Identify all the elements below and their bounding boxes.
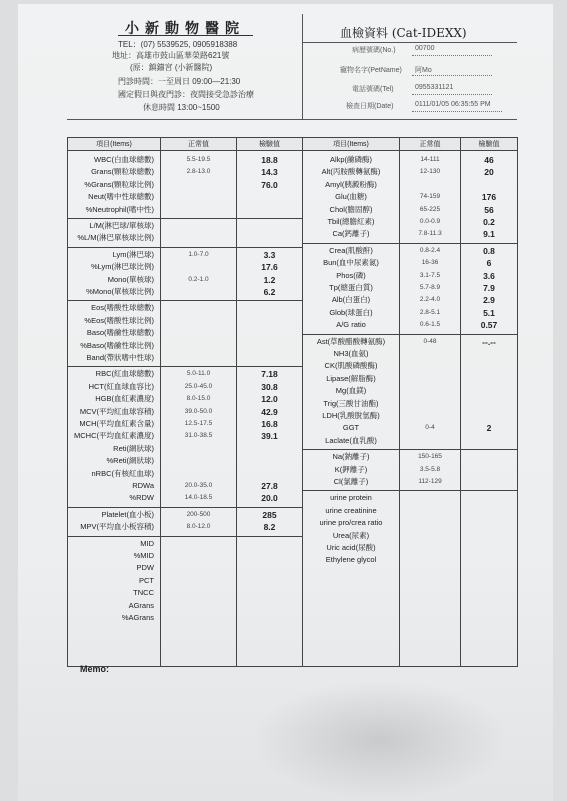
field-dots [412,75,492,76]
right-item-range-1: 12-130 [419,168,441,176]
left-item-range-31 [161,562,236,574]
report-title: 血檢資料 (Cat-IDEXX) [340,26,467,40]
right-item-range-2 [400,179,460,191]
left-item-value-23 [237,455,302,467]
left-item-range-19: 39.0-50.0 [184,407,213,415]
right-item-value-10: 7.9 [483,283,495,293]
right-item-range-18 [400,385,460,397]
right-item-value-21: 2 [486,423,492,434]
left-item-value-7: 3.3 [263,249,276,260]
left-item-range-33 [161,587,236,599]
right-item-value-20 [461,410,517,422]
right-item-name-21: GGT [342,423,360,433]
right-item-name-14: Ast(草酸醋酸轉氨酶) [316,336,386,346]
right-item-value-6: 9.1 [483,229,495,240]
left-item-name-33: TNCC [133,588,154,598]
left-item-range-27: 200-500 [186,510,211,518]
field-label-date: 檢查日期(Date) [346,103,394,110]
row-group-separator [400,243,460,244]
row-group-separator [161,507,236,508]
left-item-value-13 [237,327,302,339]
left-item-name-1: Grans(顆粒球總數) [91,167,154,177]
left-item-name-12: %Eos(嗜酸性球比例) [84,315,154,325]
left-item-name-26: %RDW [129,493,154,503]
right-item-range-24: 3.5-5.8 [419,465,441,473]
right-item-range-16 [400,360,460,372]
left-item-range-13 [161,327,236,339]
right-item-name-10: Tp(總蛋白質) [329,283,373,292]
left-item-value-12 [237,315,302,327]
left-item-range-5 [161,220,236,232]
right-item-range-9: 3.1-7.5 [419,271,441,279]
right-item-range-21: 0-4 [425,424,435,432]
left-item-value-24 [237,468,302,480]
right-item-range-5: 0.0-0.9 [419,218,441,225]
right-item-range-15 [400,348,460,360]
right-item-value-30 [461,542,517,554]
left-item-name-8: %Lym(淋巴球比例) [90,262,154,272]
right-item-name-1: Alt(丙胺酸轉氨酶) [321,167,381,177]
results-table [67,137,518,667]
right-item-value-28 [461,517,517,529]
row-group-separator [161,300,236,301]
left-item-name-10: %Mono(單核球比例) [86,287,154,296]
row-group-separator [237,507,302,508]
row-group-separator [400,449,460,450]
clinic-branch: (原：鎮鑄宮 (小新醫院) [130,63,213,72]
field-value-no: 00700 [415,45,435,52]
right-item-name-15: NH3(血氨) [333,349,369,358]
right-item-value-0: 46 [484,155,494,165]
left-item-value-35 [237,612,302,624]
right-item-range-12: 2.8-5.1 [419,308,441,316]
row-group-separator [400,334,460,335]
left-item-value-28: 8.2 [263,522,276,533]
right-item-value-25 [461,476,517,488]
left-item-range-3 [161,191,236,203]
left-item-range-4 [161,204,236,216]
right-item-value-5: 0.2 [483,217,495,227]
header-result-left: 檢驗值 [237,138,303,151]
left-item-range-23 [161,455,236,467]
left-item-name-35: %AGrans [121,613,154,622]
field-dots [412,94,492,95]
table-header-row [68,138,518,151]
right-item-value-8: 6 [486,258,492,269]
row-group-separator [461,243,517,244]
right-item-name-22: Laclate(血乳酸) [325,435,377,445]
left-item-range-1: 2.8-13.0 [186,168,211,176]
left-item-name-32: PCT [139,575,154,585]
right-item-name-29: Urea(尿素) [332,530,370,540]
right-normal-column [400,151,460,666]
left-item-value-32 [237,575,302,587]
right-item-name-12: Glob(球蛋白) [329,307,373,317]
left-item-name-5: L/M(淋巴球/單核球) [89,221,154,230]
right-item-value-16 [461,360,517,372]
left-item-name-16: RBC(紅血球總數) [95,369,154,379]
left-item-name-15: Band(帶狀嗜中性球) [86,353,154,362]
row-group-separator [237,536,302,537]
row-group-separator [237,300,302,301]
field-label-tel: 電話號碼(Tel) [352,86,394,93]
right-item-range-22 [400,435,460,447]
left-item-value-10: 6.2 [263,287,276,297]
row-group-separator [461,449,517,450]
right-item-range-8: 16-36 [421,259,439,267]
right-item-value-19 [461,398,517,410]
left-item-value-25: 27.8 [261,481,278,491]
left-item-name-23: %Reti(網狀球) [106,456,154,466]
right-item-value-31 [461,554,517,566]
right-item-value-22 [461,435,517,447]
right-item-value-12: 5.1 [483,307,495,318]
left-item-name-18: HGB(血紅素濃度) [95,394,154,404]
right-item-value-11: 2.9 [483,295,495,306]
left-item-value-0: 18.8 [261,155,278,165]
right-item-range-30 [400,542,460,554]
field-dots [412,111,502,112]
field-label-petname: 寵物名字(PetName) [340,67,402,74]
field-label-no: 病歷號碼(No.) [352,47,396,54]
left-item-range-26: 14.0-18.5 [184,494,213,502]
left-item-range-11 [161,302,236,314]
left-item-range-7: 1.0-7.0 [188,250,209,258]
report-title-rule [302,42,517,43]
right-item-range-6: 7.8-11.3 [418,230,442,238]
clinic-address: 地址：高雄市鼓山區華榮路621號 [112,51,230,60]
left-item-value-16: 7.18 [261,369,278,380]
left-item-name-20: MCH(平均血紅素含量) [79,419,154,428]
left-item-name-13: Baso(嗜鹼性球總數) [86,328,154,338]
left-item-range-24 [161,468,236,480]
right-item-value-17 [461,373,517,385]
right-item-name-25: Cl(氯離子) [333,477,369,486]
right-item-name-20: LDH(乳酸脫氫酶) [322,411,380,420]
left-item-name-14: %Baso(嗜鹼性球比例) [80,340,154,350]
row-group-separator [400,490,460,491]
left-item-value-3 [237,191,302,203]
header-items-right: 項目(Items) [303,138,400,151]
right-item-name-8: Bun(血中尿素氮) [323,258,379,268]
field-dots [412,55,492,56]
clinic-name-underline [118,35,253,36]
row-group-separator [161,218,236,219]
left-item-value-31 [237,562,302,574]
left-item-range-15 [161,352,236,364]
right-items-column [303,151,399,666]
right-item-name-23: Na(鈉離子) [332,452,370,462]
left-item-name-4: %Neutrophil(嗜中性) [85,204,154,214]
left-item-value-2: 76.0 [261,179,278,190]
left-item-value-34 [237,600,302,612]
left-item-name-7: Lym(淋巴球) [112,249,154,259]
right-item-range-10: 5.7-8.9 [419,284,441,291]
right-item-value-7: 0.8 [483,245,495,256]
row-group-separator [68,366,160,367]
right-item-range-11: 2.2-4.0 [419,296,441,304]
field-value-date: 0111/01/05 06:35:55 PM [415,101,491,108]
left-item-name-6: %L/M(淋巴單核球比例) [77,233,154,243]
left-item-value-15 [237,352,302,364]
left-item-range-28: 8.0-12.0 [186,523,211,531]
left-item-name-31: PDW [136,563,154,573]
right-item-value-26 [461,492,517,504]
right-item-range-31 [400,554,460,566]
left-item-value-33 [237,587,302,599]
right-item-value-13: 0.57 [480,320,498,331]
row-group-separator [303,334,399,335]
left-item-value-1: 14.3 [261,167,278,178]
left-item-range-21: 31.0-38.5 [184,432,213,440]
right-item-name-26: urine protein [330,493,372,503]
left-item-range-9: 0.2-1.0 [188,275,209,283]
left-item-name-25: RDWa [132,481,154,490]
left-result-column [237,151,302,666]
right-item-name-19: Trig(三酸甘油酯) [323,398,379,408]
right-item-range-19 [400,398,460,410]
right-item-name-2: Amyl(胰澱粉酶) [325,179,377,189]
right-item-value-4: 56 [484,204,494,215]
row-group-separator [303,449,399,450]
right-item-value-24 [461,464,517,476]
left-item-range-18: 8.0-15.0 [186,395,211,403]
left-item-value-19: 42.9 [261,406,278,417]
row-group-separator [68,507,160,508]
clinic-night-service: 國定假日與夜門診：夜間接受急診治療 [118,90,254,99]
right-item-range-4: 65-225 [419,205,441,213]
left-item-value-9: 1.2 [263,274,276,285]
header-result-right: 檢驗值 [461,138,518,151]
left-item-value-27: 285 [262,509,277,520]
left-item-name-29: MID [140,538,154,548]
clinic-name: 小新動物醫院 [125,21,245,37]
header-normal-left: 正常值 [161,138,237,151]
row-group-separator [461,334,517,335]
clinic-hours: 門診時間：一至周日 09:00—21:30 [118,77,241,86]
row-group-separator [68,218,160,219]
left-item-name-34: AGrans [128,600,154,610]
right-item-name-31: Ethylene glycol [325,555,377,565]
right-item-name-13: A/G ratio [336,320,366,330]
right-item-range-25: 112-129 [418,478,442,485]
left-item-range-35 [161,612,236,624]
row-group-separator [161,536,236,537]
header-normal-right: 正常值 [400,138,461,151]
header-bottom-rule [67,119,517,120]
left-item-value-20: 16.8 [261,419,278,429]
header-divider [302,14,303,119]
photo-shadow [250,680,510,800]
right-item-name-9: Phos(磷) [336,270,366,280]
right-item-value-9: 3.6 [483,270,495,281]
left-item-value-22 [237,443,302,455]
right-item-name-24: K(鉀離子) [334,464,368,474]
left-item-value-6 [237,232,302,244]
left-item-range-25: 20.0-35.0 [184,482,213,489]
left-items-column [68,151,160,666]
right-item-name-0: Alkp(鹼磷酶) [329,155,373,164]
right-item-name-28: urine pro/crea ratio [319,518,383,528]
left-item-value-17: 30.8 [261,381,278,392]
right-item-range-27 [400,505,460,517]
header-items-left: 項目(Items) [68,138,161,151]
left-item-range-32 [161,575,236,587]
left-item-range-14 [161,340,236,352]
right-item-value-18 [461,385,517,397]
row-group-separator [68,247,160,248]
left-item-value-29 [237,538,302,550]
right-item-value-2 [461,179,517,191]
left-item-range-34 [161,600,236,612]
left-item-value-11 [237,302,302,314]
right-item-name-17: Lipase(解脂酶) [326,373,376,383]
right-item-range-7: 0.8-2.4 [419,246,441,254]
left-item-name-3: Neut(嗜中性球總數) [88,192,154,202]
field-value-petname: 阿Mo [415,67,432,74]
left-item-name-17: HCT(紅血球血容比) [88,381,154,391]
row-group-separator [237,366,302,367]
left-item-value-4 [237,204,302,216]
right-item-range-17 [400,373,460,385]
left-item-name-19: MCV(平均紅血球容積) [79,406,154,416]
right-item-range-23: 150-165 [418,453,442,461]
right-item-value-29 [461,530,517,542]
right-item-name-6: Ca(鈣離子) [332,229,370,239]
left-item-value-5 [237,220,302,232]
right-item-value-23 [461,451,517,463]
right-item-range-0: 14-111 [420,156,440,163]
left-item-range-16: 5.0-11.0 [186,370,211,378]
left-item-name-30: %MID [133,551,154,560]
right-item-range-29 [400,530,460,542]
right-item-value-1: 20 [484,167,494,178]
left-item-value-14 [237,340,302,352]
left-item-name-0: WBC(白血球總數) [94,155,154,164]
left-normal-column [161,151,236,666]
left-item-name-22: Reti(網狀球) [113,443,154,453]
left-item-range-20: 12.5-17.5 [184,420,213,427]
right-item-range-26 [400,492,460,504]
left-item-range-8 [161,261,236,273]
right-item-name-16: CK(肌酸磷酸酶) [324,361,378,371]
left-item-value-18: 12.0 [261,394,278,405]
left-item-name-21: MCHC(平均血紅素濃度) [74,431,154,441]
right-item-range-3: 74-159 [419,193,441,201]
right-item-range-13: 0.6-1.5 [419,321,441,329]
left-item-range-6 [161,232,236,244]
left-item-range-30 [161,550,236,562]
left-item-name-27: Platelet(血小板) [101,509,154,519]
left-item-range-10 [161,286,236,298]
right-item-name-30: Uric acid(尿酸) [326,543,376,552]
left-item-range-2 [161,179,236,191]
left-item-name-9: Mono(單核球) [107,274,154,284]
row-group-separator [237,218,302,219]
field-value-tel: 0955331121 [415,84,454,91]
memo-label: Memo: [80,664,109,674]
row-group-separator [303,243,399,244]
left-item-value-21: 39.1 [261,431,278,442]
left-item-name-2: %Grans(顆粒球比例) [84,179,154,189]
right-item-name-5: Tbil(總膽紅素) [327,217,375,226]
row-group-separator [461,490,517,491]
right-item-value-14: --.-- [482,336,496,347]
right-item-name-4: Chol(膽固醇) [329,204,373,214]
right-item-value-3: 176 [481,192,497,203]
left-item-name-11: Eos(嗜酸性球總數) [91,303,154,313]
left-item-value-8: 17.6 [261,262,278,273]
left-item-value-26: 20.0 [261,493,278,504]
right-result-column [461,151,517,666]
right-item-name-3: Glu(血糖) [335,192,367,202]
clinic-tel: TEL：(07) 5539525, 0905918388 [118,40,238,49]
row-group-separator [161,247,236,248]
left-item-range-12 [161,315,236,327]
clinic-rest-hours: 休息時間 13:00~1500 [143,103,220,112]
right-item-value-15 [461,348,517,360]
left-item-range-17: 25.0-45.0 [184,382,213,390]
row-group-separator [303,490,399,491]
right-item-name-7: Crea(肌酸酐) [329,245,373,255]
left-item-name-28: MPV(平均血小板容積) [80,522,154,532]
right-item-name-18: Mg(血鎂) [335,386,367,396]
row-group-separator [68,300,160,301]
left-item-range-22 [161,443,236,455]
left-item-name-24: nRBC(有核紅血球) [91,468,154,478]
right-item-range-28 [400,517,460,529]
left-item-range-29 [161,538,236,550]
right-item-range-14: 0-48 [423,337,437,345]
right-item-range-20 [400,410,460,422]
right-item-name-27: urine creatinine [325,505,377,515]
left-item-value-30 [237,550,302,562]
row-group-separator [237,247,302,248]
row-group-separator [161,366,236,367]
row-group-separator [68,536,160,537]
left-item-range-0: 5.5-19.5 [186,156,211,163]
right-item-name-11: Alb(白蛋白) [331,295,371,305]
right-item-value-27 [461,505,517,517]
